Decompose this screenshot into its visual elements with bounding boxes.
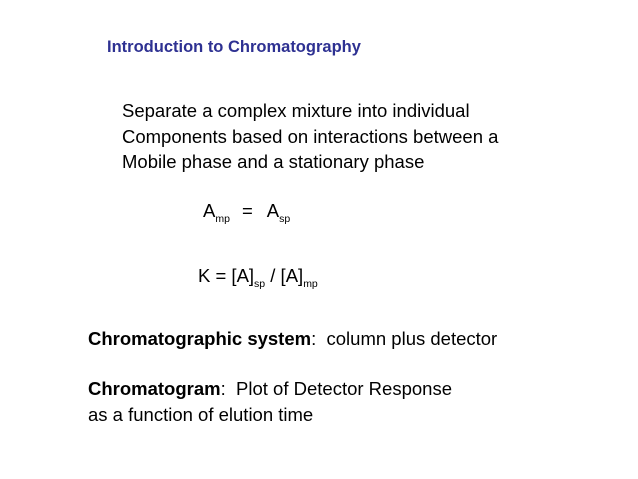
chromatographic-system-definition: [88, 326, 497, 352]
intro-paragraph: [122, 98, 498, 175]
system-text: : column plus detector: [311, 328, 498, 349]
intro-line-2: Components based on interactions between a: [122, 125, 499, 147]
system-term: Chromatographic system: [88, 328, 312, 349]
intro-line-1: Separate a complex mixture into individual: [122, 100, 470, 121]
k-middle: / [A]: [265, 265, 304, 286]
lhs-symbol: A: [203, 200, 216, 221]
chromatogram-text: : Plot of Detector Response: [220, 378, 452, 399]
k-prefix: K = [A]: [198, 265, 255, 286]
intro-line-3: Mobile phase and a stationary phase: [122, 151, 425, 172]
k-subscript-mp: mp: [303, 278, 318, 290]
slide-title: Introduction to Chromatography: [107, 38, 361, 56]
partition-coefficient-equation: [198, 265, 318, 290]
equilibrium-equation: [203, 200, 291, 225]
chromatogram-definition: [88, 376, 452, 427]
chromatogram-term: Chromatogram: [88, 378, 221, 399]
chromatogram-line-2: as a function of elution time: [88, 403, 314, 425]
chromatogram-line-1: [88, 376, 452, 402]
equals-sign: =: [241, 200, 253, 221]
rhs-symbol: A: [266, 200, 280, 221]
rhs-subscript: sp: [279, 213, 291, 225]
k-subscript-sp: sp: [254, 278, 266, 290]
lhs-subscript: mp: [215, 213, 230, 225]
